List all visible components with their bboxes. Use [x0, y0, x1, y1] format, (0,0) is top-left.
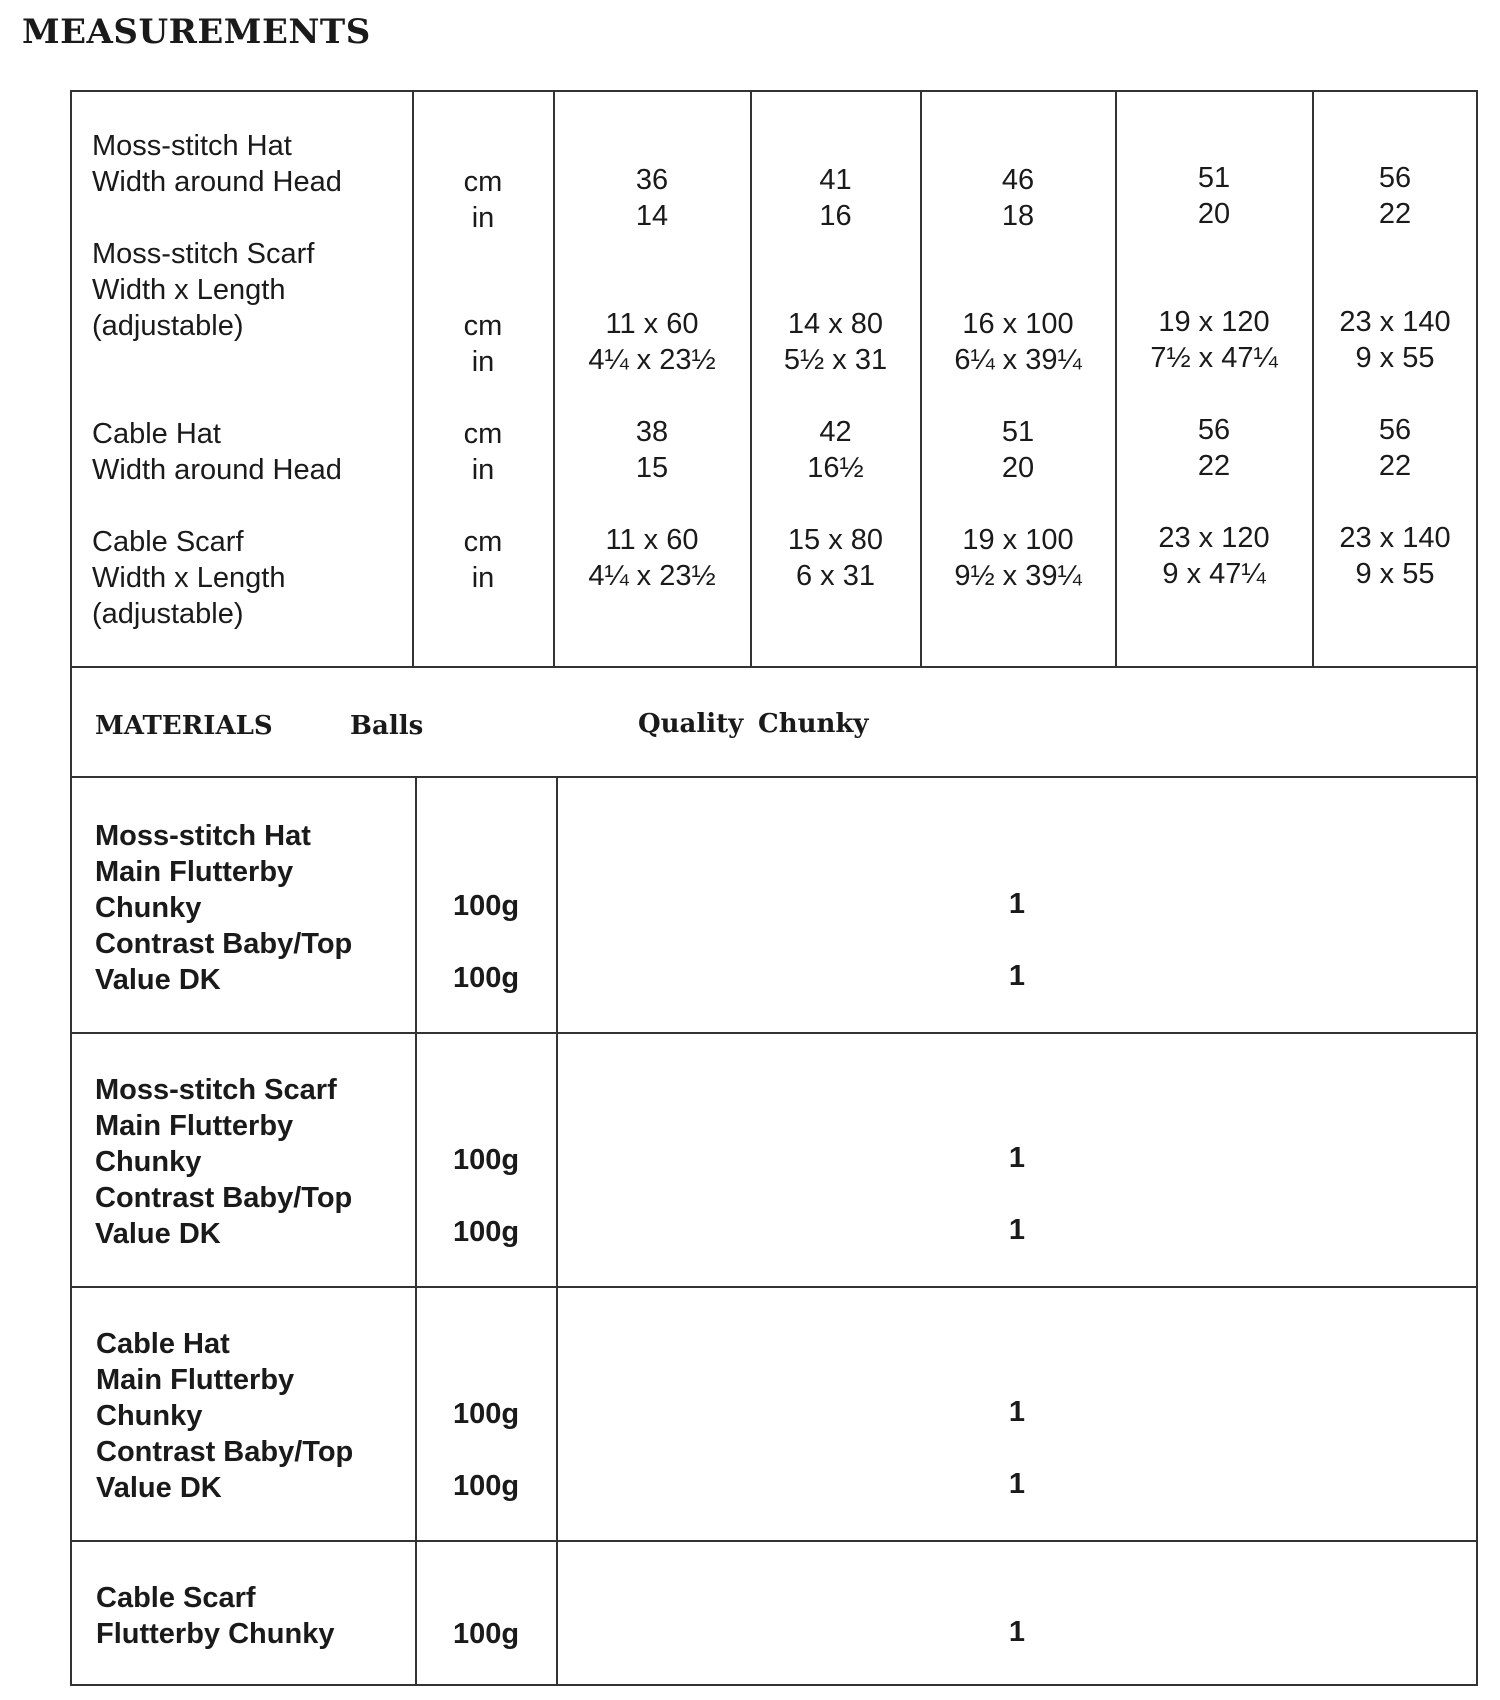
page-title: MEASUREMENTS [22, 12, 371, 52]
ball-count: 1 [1008, 1214, 1026, 1246]
measurement-cell: 19 x 120 7½ x 47¼ [1150, 306, 1278, 374]
measurement-cell: 19 x 100 9½ x 39¼ [954, 524, 1082, 592]
measurement-cell: 15 x 80 6 x 31 [787, 524, 884, 592]
ball-weight: 100g [452, 1216, 520, 1248]
row-label: Cable Hat Width around Head [92, 418, 342, 486]
measurement-cell: 23 x 120 9 x 47¼ [1158, 522, 1270, 590]
ball-count: 1 [1008, 1468, 1026, 1500]
ball-weight: 100g [452, 890, 520, 922]
ball-count: 1 [1008, 1616, 1026, 1648]
row-label: Moss-stitch Hat Width around Head [92, 130, 342, 198]
ball-count: 1 [1008, 960, 1026, 992]
unit-label: cm in [463, 526, 503, 594]
ball-weight: 100g [452, 1398, 520, 1430]
materials-block-rule-2 [70, 1286, 1478, 1288]
ball-count: 1 [1008, 888, 1026, 920]
measurement-cell: 41 16 [819, 164, 852, 232]
row-label: Moss-stitch Scarf Width x Length (adjustable) [92, 238, 315, 342]
materials-heading: MATERIALS [95, 711, 273, 741]
balls-heading: Balls [350, 711, 424, 741]
measurement-cell: 23 x 140 9 x 55 [1339, 522, 1451, 590]
unit-label: cm in [463, 418, 503, 486]
ball-weight: 100g [452, 1470, 520, 1502]
ball-count: 1 [1008, 1396, 1026, 1428]
measurements-bottom-rule [70, 666, 1478, 668]
ball-weight: 100g [452, 1618, 520, 1650]
measurement-cell: 38 15 [635, 416, 669, 484]
ball-count: 1 [1008, 1142, 1026, 1174]
materials-label: Cable Hat Main Flutterby Chunky Contrast Baby/Top Value DK [96, 1328, 354, 1504]
measurement-cell: 51 20 [1197, 162, 1231, 230]
quality-label: Quality [638, 709, 744, 739]
measurement-cell: 56 22 [1378, 162, 1412, 230]
measurement-cell: 42 16½ [807, 416, 864, 484]
unit-label: cm in [463, 166, 503, 234]
materials-block-rule-1 [70, 1032, 1478, 1034]
ball-weight: 100g [452, 1144, 520, 1176]
ball-weight: 100g [452, 962, 520, 994]
materials-block-rule-3 [70, 1540, 1478, 1542]
measurement-cell: 14 x 80 5½ x 31 [783, 308, 888, 376]
measurement-cell: 23 x 140 9 x 55 [1339, 306, 1451, 374]
quality-value: Chunky [758, 709, 869, 739]
measurement-cell: 51 20 [1001, 416, 1035, 484]
measurement-cell: 56 22 [1378, 414, 1412, 482]
materials-header-rule [70, 776, 1478, 778]
measurement-cell: 16 x 100 6¼ x 39¼ [954, 308, 1082, 376]
materials-label: Cable Scarf Flutterby Chunky [96, 1582, 335, 1650]
measurement-cell: 36 14 [635, 164, 669, 232]
row-label: Cable Scarf Width x Length (adjustable) [92, 526, 286, 630]
materials-label: Moss-stitch Scarf Main Flutterby Chunky Contrast Baby/Top Value DK [95, 1074, 353, 1250]
measurement-cell: 11 x 60 4¼ x 23½ [588, 308, 716, 376]
materials-label: Moss-stitch Hat Main Flutterby Chunky Contrast Baby/Top Value DK [95, 820, 353, 996]
measurement-cell: 11 x 60 4¼ x 23½ [588, 524, 716, 592]
unit-label: cm in [463, 310, 503, 378]
measurement-cell: 56 22 [1197, 414, 1231, 482]
measurement-cell: 46 18 [1001, 164, 1035, 232]
